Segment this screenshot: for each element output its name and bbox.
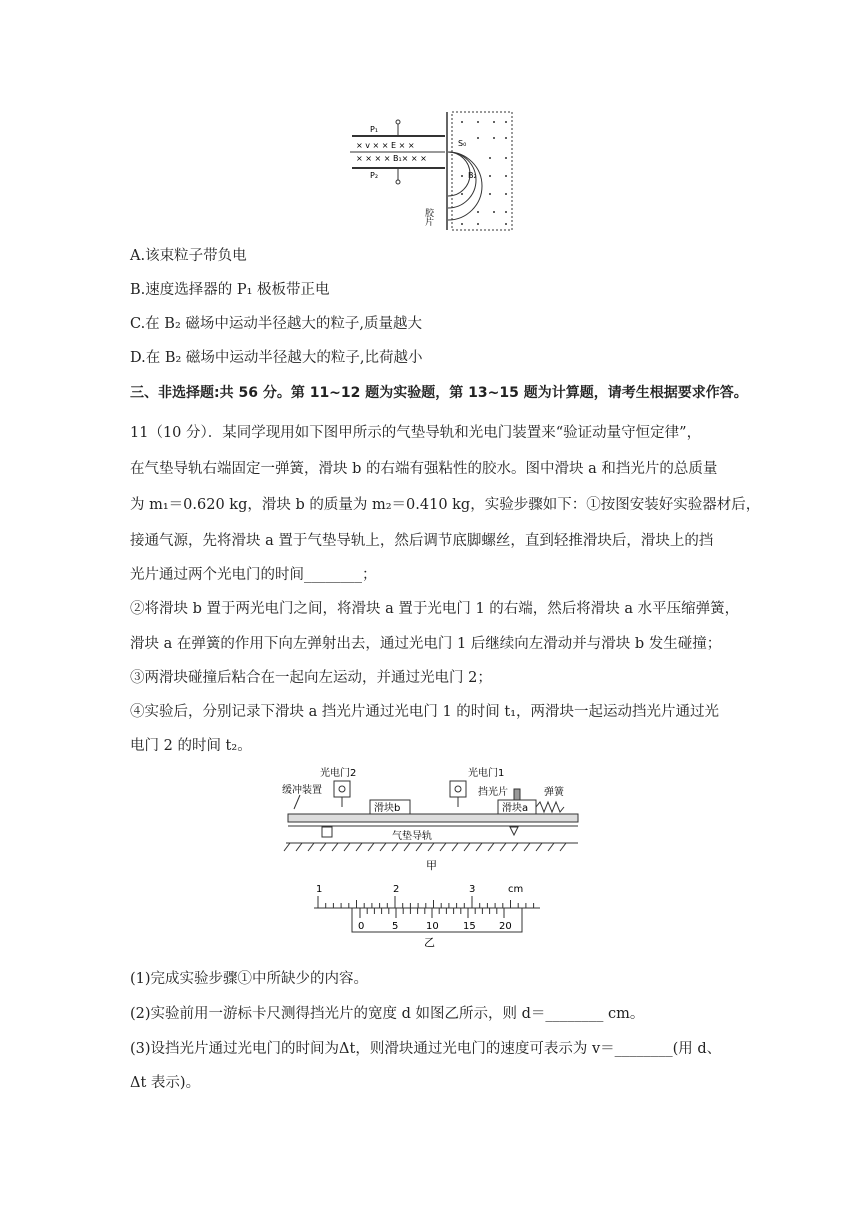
gate1-label: 光电门1 xyxy=(468,768,505,779)
q11-line-7: 滑块 a 在弹簧的作用下向左弹射出去，通过光电门 1 后继续向左滑动并与滑块 b 发生碰撞； xyxy=(130,636,722,652)
q11-line-6: ②将滑块 b 置于两光电门之间，将滑块 a 置于光电门 1 的右端，然后将滑块 a 水平压缩弹簧， xyxy=(130,601,740,617)
s0-label: S₀ xyxy=(458,139,467,148)
q11-line-1: 11（10 分）．某同学现用如下图甲所示的气垫导轨和光电门装置来“验证动量守恒定律”， xyxy=(130,425,702,441)
b2-label: B₂ xyxy=(468,171,477,180)
q11-line-3: 为 m₁＝0.620 kg，滑块 b 的质量为 m₂＝0.410 kg，实验步骤如下：①按图安装好实验器材后， xyxy=(130,497,761,513)
q11-line-10: 电门 2 的时间 t₂。 xyxy=(130,738,252,754)
main-tick-3: 3 xyxy=(469,884,476,895)
vernier-caliper-figure xyxy=(310,880,550,952)
figure-yi-caption: 乙 xyxy=(424,936,435,949)
mass-spectrometer-figure xyxy=(340,108,530,236)
air-track-figure xyxy=(280,765,580,873)
film-label: 胶片 xyxy=(423,208,433,226)
vernier-tick-15: 15 xyxy=(463,921,476,932)
p2-label: P₂ xyxy=(370,171,379,180)
section-heading: 三、非选择题:共 56 分。第 11~12 题为实验题，第 13~15 题为计算题，请考生根据要求作答。 xyxy=(130,385,748,401)
q11-line-4: 接通气源，先将滑块 a 置于气垫导轨上，然后调节底脚螺丝，直到轻推滑块后，滑块上的挡 xyxy=(130,533,714,549)
unit-label: cm xyxy=(508,884,524,895)
p1-label: P₁ xyxy=(370,125,379,134)
vernier-tick-0: 0 xyxy=(358,921,365,932)
subquestion-3-cont: Δt 表示)。 xyxy=(130,1075,201,1091)
field-row-b1: × × × × B₁× × × xyxy=(356,154,427,163)
subquestion-3: (3)设挡光片通过光电门的时间为Δt，则滑块通过光电门的速度可表示为 v＝________(用 d、 xyxy=(130,1041,722,1057)
subquestion-2: (2)实验前用一游标卡尺测得挡光片的宽度 d 如图乙所示，则 d＝________ cm。 xyxy=(130,1006,645,1022)
slider-b-label: 滑块b xyxy=(374,803,401,814)
vernier-tick-10: 10 xyxy=(426,921,439,932)
buffer-label: 缓冲装置 xyxy=(282,785,322,796)
track-label: 气垫导轨 xyxy=(392,831,432,842)
q11-line-8: ③两滑块碰撞后粘合在一起向左运动，并通过光电门 2； xyxy=(130,670,492,686)
figure-jia-caption: 甲 xyxy=(426,859,437,872)
option-c: C.在 B₂ 磁场中运动半径越大的粒子,质量越大 xyxy=(130,316,422,332)
q11-line-5: 光片通过两个光电门的时间________； xyxy=(130,567,377,583)
field-row-e: × v × × E × × xyxy=(356,141,415,150)
slider-a-label: 滑块a xyxy=(502,803,529,814)
option-b: B.速度选择器的 P₁ 极板带正电 xyxy=(130,282,330,298)
shade-label: 挡光片 xyxy=(478,787,508,798)
spring-label: 弹簧 xyxy=(544,787,564,798)
subquestion-1: (1)完成实验步骤①中所缺少的内容。 xyxy=(130,971,369,987)
option-a: A.该束粒子带负电 xyxy=(130,248,247,264)
vernier-tick-5: 5 xyxy=(392,921,399,932)
q11-line-2: 在气垫导轨右端固定一弹簧，滑块 b 的右端有强粘性的胶水。图中滑块 a 和挡光片的总质量 xyxy=(130,461,718,477)
vernier-tick-20: 20 xyxy=(499,921,512,932)
main-tick-1: 1 xyxy=(316,884,323,895)
main-tick-2: 2 xyxy=(393,884,400,895)
q11-line-9: ④实验后，分别记录下滑块 a 挡光片通过光电门 1 的时间 t₁，两滑块一起运动挡光片通过光 xyxy=(130,704,720,720)
option-d: D.在 B₂ 磁场中运动半径越大的粒子,比荷越小 xyxy=(130,350,423,366)
gate2-label: 光电门2 xyxy=(320,768,357,779)
